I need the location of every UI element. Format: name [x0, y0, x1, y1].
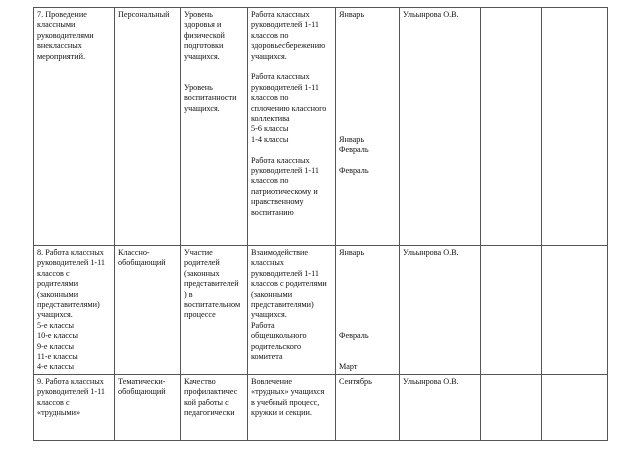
cell-text-line: патриотическому и [251, 186, 318, 196]
line-gap [339, 290, 397, 300]
cell-text-line: Участие [184, 248, 213, 257]
line-gap [339, 93, 397, 103]
line-gap [339, 269, 397, 279]
dates-cell [336, 246, 400, 375]
cell-text-line: Качество [184, 376, 216, 386]
cell-text-line: Январь [339, 134, 365, 144]
cell-text-line: подготовки [184, 41, 224, 51]
cell-text-line: 8. Работа классных [37, 248, 104, 257]
dates-cell [336, 374, 400, 440]
empty-cell [542, 246, 608, 375]
cell-text-line: воспитанности [184, 93, 237, 103]
cell-text-line: классными [37, 20, 76, 30]
cell-text-line: процессе [184, 310, 216, 320]
cell-text-line: Февраль [339, 331, 369, 341]
cell-text-line: физической [184, 30, 225, 40]
empty-cell [481, 8, 542, 246]
cell-text-line: «трудных» учащихся [251, 387, 325, 397]
cell-text-line: классов по [251, 30, 289, 40]
cell-text-line: Уровень [184, 10, 213, 19]
cell-text-line: Январь [339, 10, 365, 19]
content-cell [248, 246, 336, 375]
cell-text-line: здоровья и [184, 20, 222, 30]
table-row [34, 8, 608, 246]
cell-text-line: Классно- [118, 248, 150, 257]
empty-cell [542, 8, 608, 246]
cell-text-line: руководителей 1-11 [37, 258, 106, 268]
cell-text-line: обобщающий [118, 387, 166, 397]
cell-text-line: нравственному [251, 197, 304, 207]
cell-text-line: Февраль [339, 145, 369, 155]
empty-cell [481, 246, 542, 375]
cell-text-line: кой работы с [184, 397, 229, 407]
cell-text-line: Январь [339, 248, 365, 257]
line-gap [339, 62, 397, 72]
cell-text-line: мероприятий. [37, 51, 86, 61]
cell-text-line: «трудными» [37, 408, 81, 418]
control-type-cell [115, 8, 181, 246]
line-gap [339, 352, 397, 362]
cell-text-line: классов с родителями [251, 279, 327, 289]
cell-text-line: 1-4 классы [251, 134, 289, 144]
cell-text-line: общешкольного [251, 331, 307, 341]
cell-text-line: сплочению классного [251, 103, 327, 113]
line-gap [339, 258, 397, 268]
line-gap [339, 114, 397, 124]
activity-cell [34, 246, 115, 375]
cell-text-line: родителей [184, 258, 220, 268]
cell-text-line: 9-е классы [37, 341, 74, 351]
content-cell [248, 374, 336, 440]
line-gap [339, 72, 397, 82]
cell-text-line: Февраль [339, 165, 369, 175]
cell-text-line: ) в [184, 289, 193, 299]
cell-text-line: представителей [184, 279, 239, 289]
cell-text-line: профилактичес [184, 387, 238, 397]
cell-text-line: воспитанию [251, 207, 294, 217]
cell-text-line: внеклассных [37, 41, 82, 51]
line-gap [339, 52, 397, 62]
cell-text-line: руководителей 1-11 [251, 20, 320, 30]
line-gap [339, 310, 397, 320]
cell-text-line: Уровень [184, 82, 213, 92]
line-gap [339, 124, 397, 134]
cell-text-line: классных [251, 258, 284, 268]
line-gap [339, 342, 397, 352]
empty-cell [542, 374, 608, 440]
responsible-cell [400, 246, 481, 375]
plan-table [33, 7, 608, 441]
table-row [34, 374, 608, 440]
control-object-cell [181, 8, 248, 246]
cell-text-line: здоровьесбережению [251, 41, 326, 51]
cell-text-line: 7. Проведение [37, 10, 87, 19]
cell-text-line: 5-е классы [37, 320, 74, 330]
cell-text-line: руководителей 1-11 [37, 387, 106, 397]
responsible-cell [400, 8, 481, 246]
control-type-cell [115, 246, 181, 375]
line-gap [339, 321, 397, 331]
cell-text-line: классов с [37, 268, 70, 278]
cell-text-line: учащихся. [251, 310, 287, 320]
empty-cell [481, 374, 542, 440]
cell-text-line: представителями) [37, 300, 100, 310]
cell-text-line: Работа классных [251, 10, 310, 19]
line-gap [184, 62, 245, 72]
activity-cell [34, 374, 115, 440]
cell-text-line: представителями) [251, 300, 314, 310]
line-gap [339, 41, 397, 51]
cell-text-line: Взаимодействие [251, 248, 309, 257]
cell-text-line: Работа классных [251, 72, 310, 82]
cell-text-line: Ульынрова О.В. [403, 248, 459, 257]
cell-text-line: педагогически [184, 408, 235, 418]
line-gap [251, 145, 333, 155]
line-gap [339, 279, 397, 289]
cell-text-line: 11-е классы [37, 352, 78, 362]
cell-text-line: в учебный процесс, [251, 397, 320, 407]
cell-text-line: (законными [251, 289, 293, 299]
cell-text-line: Март [339, 362, 358, 372]
control-type-cell [115, 374, 181, 440]
cell-text-line: классов с [37, 397, 70, 407]
cell-text-line: учащихся. [184, 103, 220, 113]
control-object-cell [181, 374, 248, 440]
cell-text-line: 5-6 классы [251, 124, 289, 134]
line-gap [251, 62, 333, 72]
cell-text-line: коллектива [251, 114, 290, 124]
cell-text-line: Работа классных [251, 155, 310, 165]
cell-text-line: Работа [251, 320, 275, 330]
cell-text-line: Тематически- [118, 376, 166, 386]
cell-text-line: Вовлечение [251, 376, 292, 386]
cell-text-line: Ульынрова О.В. [403, 10, 459, 19]
cell-text-line: кружки и секции. [251, 408, 312, 418]
cell-text-line: 9. Работа классных [37, 376, 104, 386]
cell-text-line: классов по [251, 93, 289, 103]
content-cell [248, 8, 336, 246]
cell-text-line: руководителей 1-11 [251, 268, 320, 278]
cell-text-line: обобщающий [118, 258, 166, 268]
cell-text-line: 4-е классы [37, 362, 74, 372]
responsible-cell [400, 374, 481, 440]
cell-text-line: 10-е классы [37, 331, 79, 341]
cell-text-line: учащихся. [37, 310, 73, 320]
cell-text-line: Сентябрь [339, 376, 372, 386]
cell-text-line: учащихся. [184, 51, 220, 61]
cell-text-line: родительского [251, 341, 302, 351]
line-gap [339, 83, 397, 93]
cell-text-line: руководителей 1-11 [251, 166, 320, 176]
table-row [34, 246, 608, 375]
cell-text-line: Ульынрова О.В. [403, 376, 459, 386]
activity-cell [34, 8, 115, 246]
dates-cell [336, 8, 400, 246]
cell-text-line: классов по [251, 176, 289, 186]
cell-text-line: руководителями [37, 30, 94, 40]
line-gap [339, 20, 397, 30]
cell-text-line: руководителей 1-11 [251, 82, 320, 92]
line-gap [339, 104, 397, 114]
cell-text-line: (законными [37, 289, 79, 299]
control-object-cell [181, 246, 248, 375]
line-gap [339, 31, 397, 41]
line-gap [184, 72, 245, 82]
cell-text-line: родителями [37, 279, 79, 289]
cell-text-line: комитета [251, 352, 283, 362]
cell-text-line: (законных [184, 268, 220, 278]
line-gap [339, 156, 397, 166]
cell-text-line: Персональный [118, 10, 170, 19]
line-gap [339, 300, 397, 310]
cell-text-line: учащихся. [251, 51, 287, 61]
cell-text-line: воспитательном [184, 300, 241, 310]
